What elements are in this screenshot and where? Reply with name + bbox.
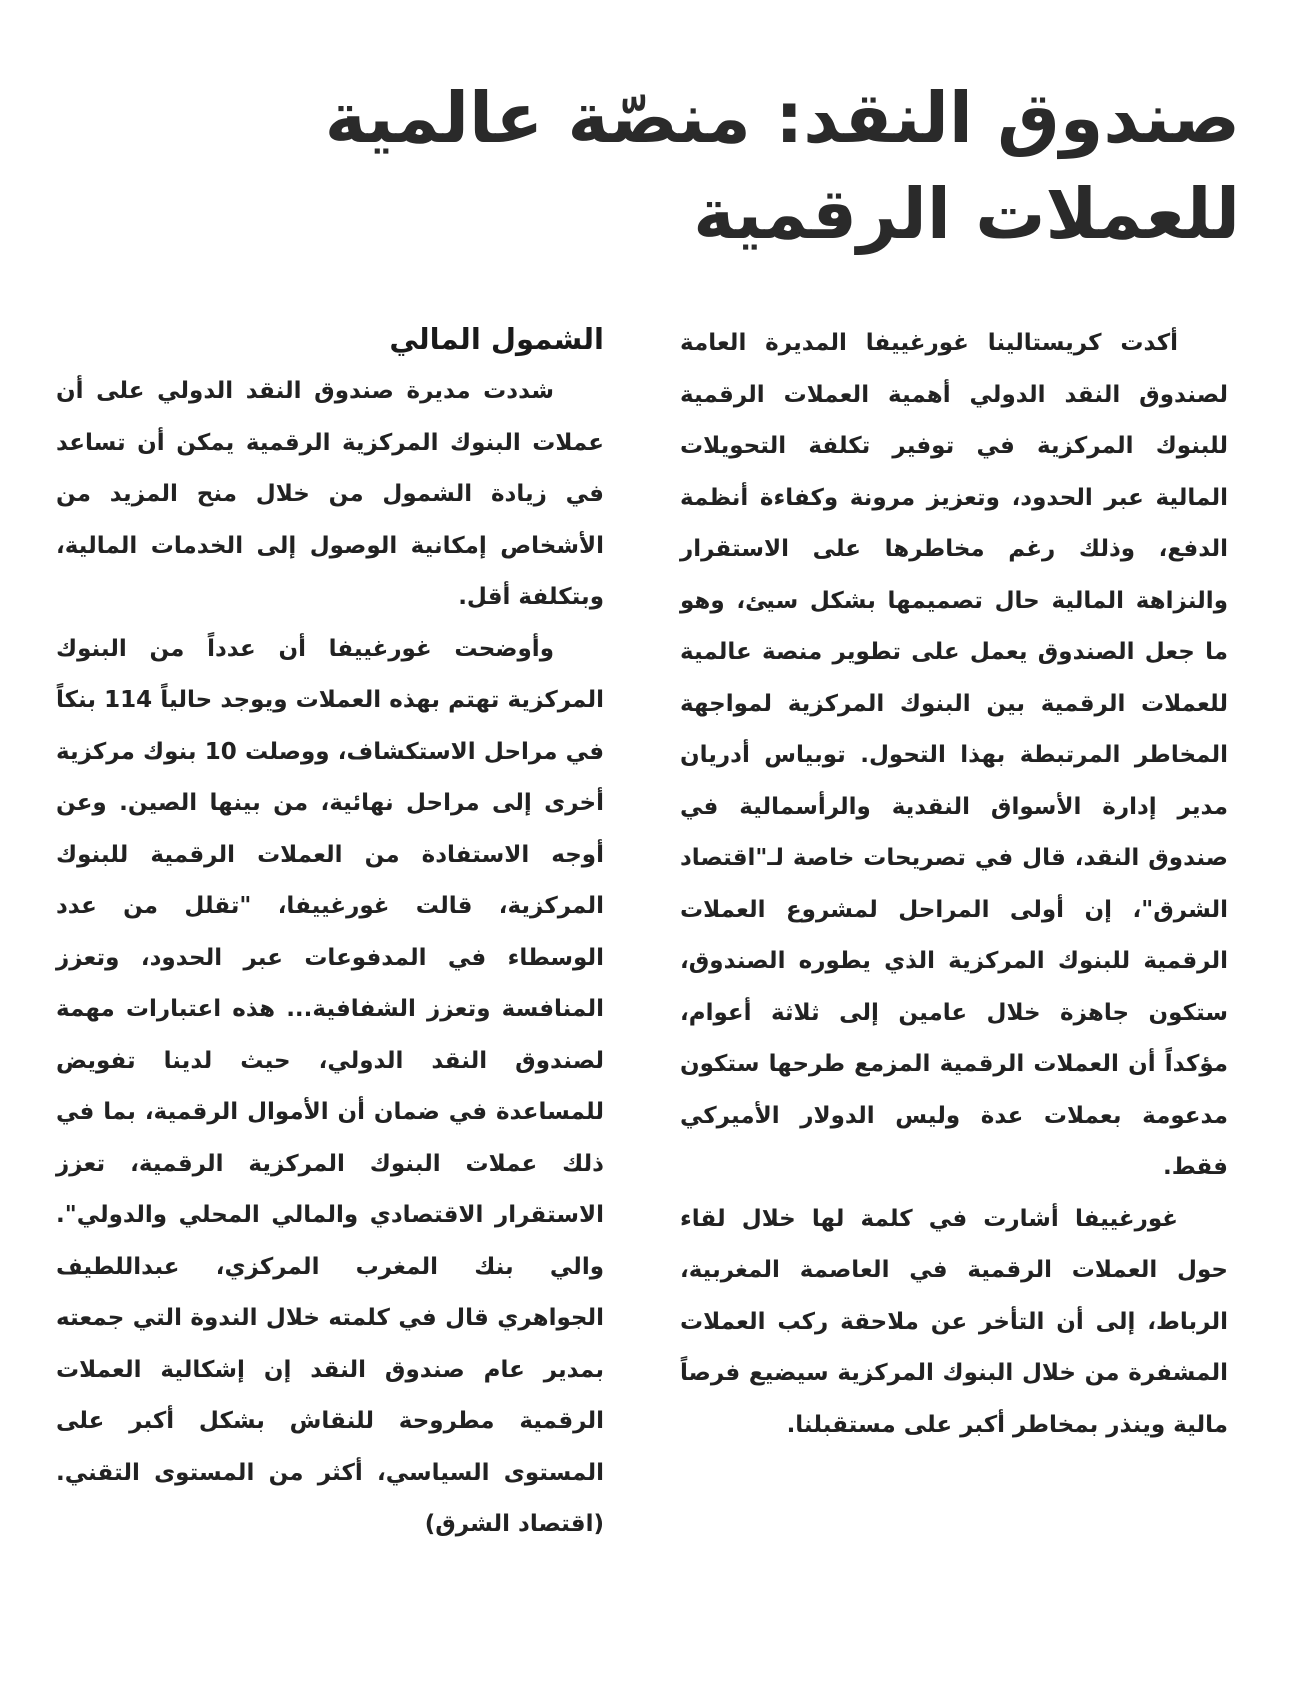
- body-paragraph: وأوضحت غورغييفا أن عدداً من البنوك المركزية تهتم بهذه العملات ويوجد حالياً 114 بنكاً في مراحل الاستكشاف، ووصلت 10 بنوك مركزية أخرى إلى مراحل نهائية، من بينها الصين. وعن أوجه الاستفادة من العملات الرقمية للبنوك المركزية، قالت غورغييفا، "تقلل من عدد الوسطاء في المدفوعات عبر الحدود، وتعزز المنافسة وتعزز الشفافية... هذه اعتبارات مهمة لصندوق النقد الدولي، حيث لدينا تفويض للمساعدة في ضمان أن الأموال الرقمية، بما في ذلك عملات البنوك المركزية الرقمية، تعزز الاستقرار الاقتصادي والمالي المحلي والدولي". والي بنك المغرب المركزي، عبداللطيف الجواهري قال في كلمته خلال الندوة التي جمعته بمدير عام صندوق النقد إن إشكالية العملات الرقمية مطروحة للنقاش بشكل أكبر على المستوى السياسي، أكثر من المستوى التقني. (اقتصاد الشرق): [56, 635, 605, 1537]
- headline-line-1: صندوق النقد: منصّة عالمية: [324, 77, 1240, 159]
- body-paragraph: شددت مديرة صندوق النقد الدولي على أن عملات البنوك المركزية الرقمية يمكن أن تساعد في زيادة الشمول من خلال منح المزيد من الأشخاص إمكانية الوصول إلى الخدمات المالية، وبتكلفة أقل.: [56, 378, 604, 610]
- article-column-left: [56, 312, 604, 1551]
- section-subheading: الشمول المالي: [389, 322, 604, 356]
- body-paragraph: غورغييفا أشارت في كلمة لها خلال لقاء حول العملات الرقمية في العاصمة المغربية، الرباط، إلى أن التأخر عن ملاحقة ركب العملات المشفرة من خلال البنوك المركزية سيضيع فرصاً مالية وينذر بمخاطر أكبر على مستقبلنا.: [680, 1205, 1228, 1438]
- article-headline: [140, 70, 1240, 262]
- body-paragraph: أكدت كريستالينا غورغييفا المديرة العامة لصندوق النقد الدولي أهمية العملات الرقمية للبنوك المركزية في توفير تكلفة التحويلات المالية عبر الحدود، وتعزيز مرونة وكفاءة أنظمة الدفع، وذلك رغم مخاطرها على الاستقرار والنزاهة المالية حال تصميمها بشكل سيئ، وهو ما جعل الصندوق يعمل على تطوير منصة عالمية للعملات الرقمية بين البنوك المركزية لمواجهة المخاطر المرتبطة بهذا التحول. توبياس أدريان مدير إدارة الأسواق النقدية والرأسمالية في صندوق النقد، قال في تصريحات خاصة لـ"اقتصاد الشرق"، إن أولى المراحل لمشروع العملات الرقمية للبنوك المركزية الذي يطوره الصندوق، ستكون جاهزة خلال عامين إلى ثلاثة أعوام، مؤكداً أن العملات الرقمية المزمع طرحها ستكون مدعومة بعملات عدة وليس الدولار الأميركي فقط.: [680, 330, 1228, 1180]
- article-column-right: [680, 318, 1228, 1451]
- headline-line-2: للعملات الرقمية: [693, 173, 1240, 255]
